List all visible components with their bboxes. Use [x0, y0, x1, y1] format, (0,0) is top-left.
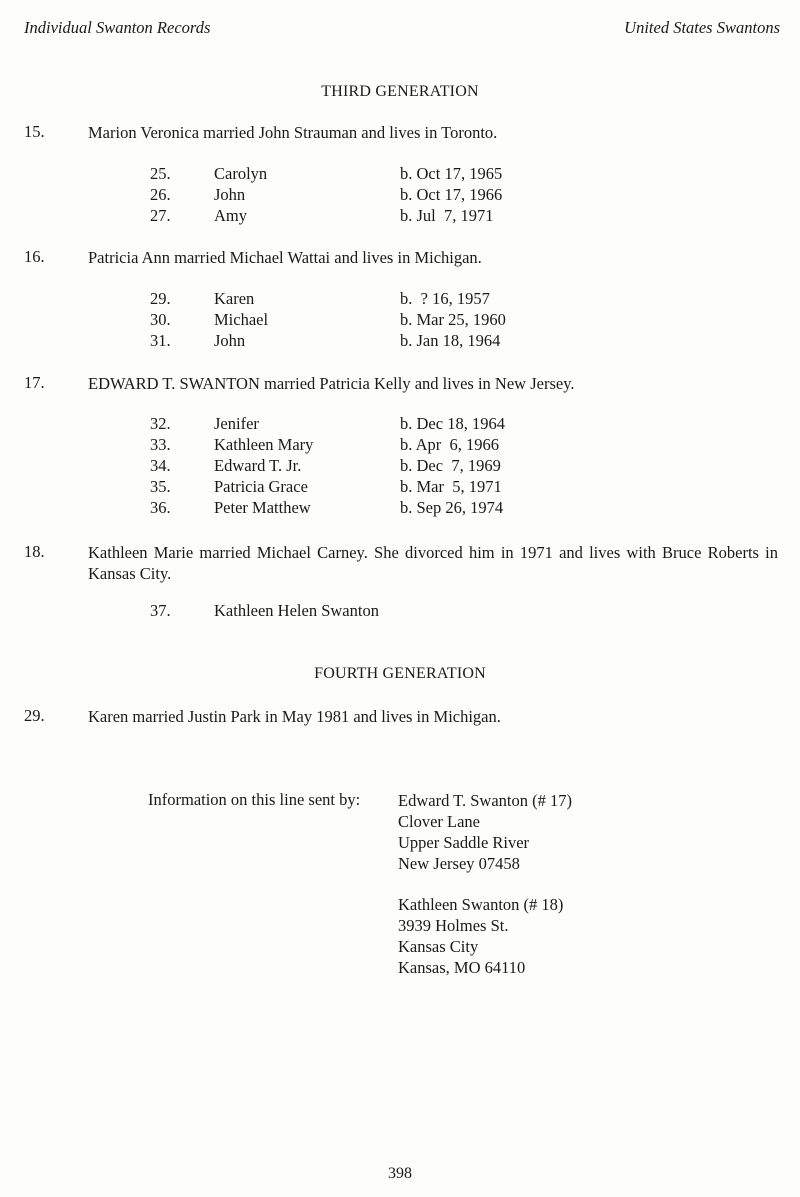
child-number: 34. [150, 456, 171, 475]
address-line: Clover Lane [398, 812, 481, 831]
child-number: 33. [150, 435, 171, 454]
child-row [0, 435, 800, 456]
entry-number: 29. [24, 706, 45, 725]
contact-name: Edward T. Swanton (# 17) [398, 791, 572, 810]
child-birth: b. Mar 5, 1971 [400, 477, 502, 496]
child-number: 26. [150, 185, 171, 204]
entry-text: Marion Veronica married John Strauman and lives in Toronto. [88, 123, 498, 142]
child-row [0, 310, 800, 331]
child-birth: b. Mar 25, 1960 [400, 310, 506, 329]
child-number: 31. [150, 331, 171, 350]
address-line: Upper Saddle River [398, 833, 530, 852]
child-birth: b. ? 16, 1957 [400, 289, 490, 308]
entry-number: 18. [24, 542, 45, 561]
entry-text: Karen married Justin Park in May 1981 and lives in Michigan. [88, 707, 501, 726]
child-birth: b. Oct 17, 1965 [400, 164, 503, 183]
child-row [0, 289, 800, 310]
child-row [0, 601, 800, 622]
child-number: 30. [150, 310, 171, 329]
child-birth: b. Dec 7, 1969 [400, 456, 501, 475]
child-row [0, 164, 800, 185]
child-birth: b. Sep 26, 1974 [400, 498, 504, 517]
child-birth: b. Oct 17, 1966 [400, 185, 503, 204]
child-number: 29. [150, 289, 171, 308]
child-number: 27. [150, 206, 171, 225]
child-row [0, 414, 800, 435]
entry-text: Kathleen Marie married Michael Carney. She divorced him in 1971 and lives with Bruce Roberts in Kansas City. [88, 543, 778, 583]
section-title-fourth-generation: FOURTH GENERATION [314, 665, 486, 682]
child-row [0, 498, 800, 519]
entry-number: 15. [24, 122, 45, 141]
child-name: Peter Matthew [214, 498, 311, 517]
child-number: 32. [150, 414, 171, 433]
contact-address-2 [398, 894, 563, 978]
child-name: Kathleen Helen Swanton [214, 601, 379, 620]
child-number: 35. [150, 477, 171, 496]
entry-number: 16. [24, 247, 45, 266]
address-line: 3939 Holmes St. [398, 916, 509, 935]
child-row [0, 206, 800, 227]
child-name: Jenifer [214, 414, 259, 433]
running-header-right: United States Swantons [624, 18, 780, 37]
running-header-left: Individual Swanton Records [24, 18, 211, 37]
entry-number: 17. [24, 373, 45, 392]
entry-text: EDWARD T. SWANTON married Patricia Kelly and lives in New Jersey. [88, 374, 575, 393]
contact-address-1 [398, 790, 572, 874]
information-label: Information on this line sent by: [148, 790, 361, 809]
child-row [0, 477, 800, 498]
child-name: Edward T. Jr. [214, 456, 302, 475]
child-name: Michael [214, 310, 269, 329]
child-number: 37. [150, 601, 171, 620]
entry-text: Patricia Ann married Michael Wattai and lives in Michigan. [88, 248, 482, 267]
child-row [0, 331, 800, 352]
contact-name: Kathleen Swanton (# 18) [398, 895, 564, 914]
child-name: Patricia Grace [214, 477, 308, 496]
child-row [0, 456, 800, 477]
child-name: Karen [214, 289, 255, 308]
child-birth: b. Jul 7, 1971 [400, 206, 494, 225]
section-title-third-generation: THIRD GENERATION [321, 83, 479, 100]
child-number: 25. [150, 164, 171, 183]
child-name: Kathleen Mary [214, 435, 314, 454]
address-line: Kansas, MO 64110 [398, 958, 526, 977]
child-name: Carolyn [214, 164, 268, 183]
page-number: 398 [388, 1165, 412, 1182]
address-line: New Jersey 07458 [398, 854, 520, 873]
child-birth: b. Dec 18, 1964 [400, 414, 505, 433]
child-birth: b. Jan 18, 1964 [400, 331, 501, 350]
address-line: Kansas City [398, 937, 479, 956]
child-birth: b. Apr 6, 1966 [400, 435, 499, 454]
child-name: Amy [214, 206, 247, 225]
child-name: John [214, 331, 246, 350]
child-name: John [214, 185, 246, 204]
child-number: 36. [150, 498, 171, 517]
child-row [0, 185, 800, 206]
